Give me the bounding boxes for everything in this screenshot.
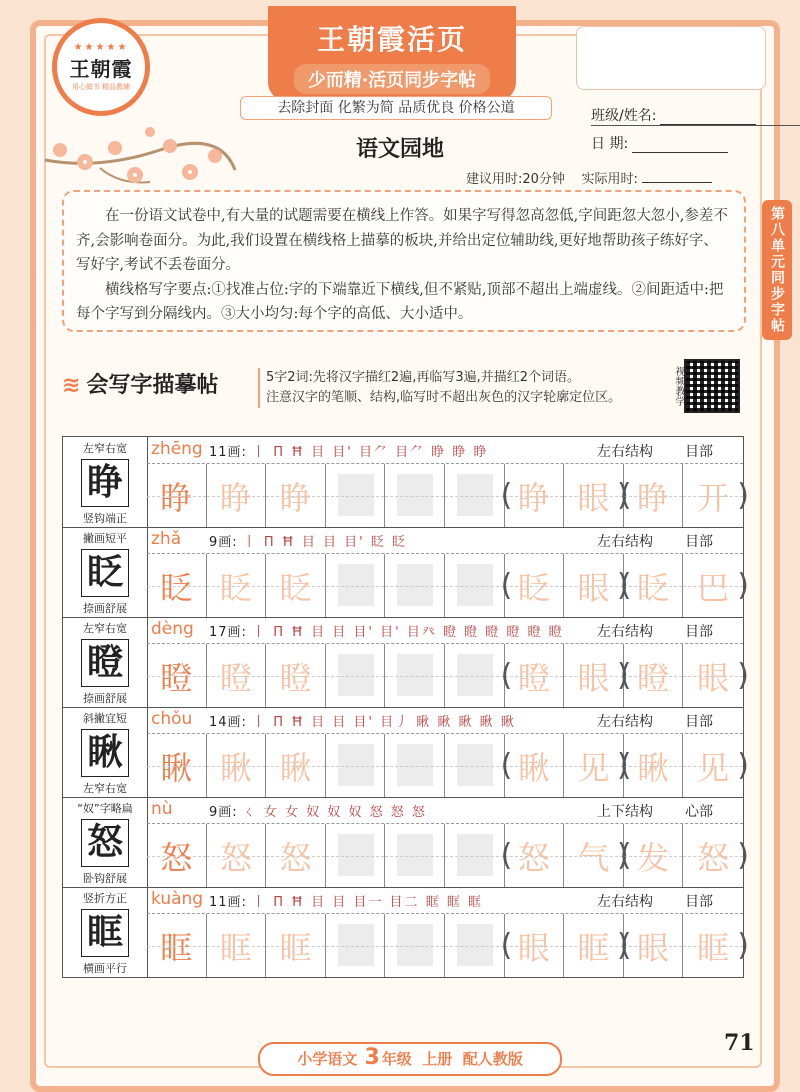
word-cell[interactable]: ( 发	[624, 824, 684, 887]
stroke-order: 17画: 丨 Π Ħ 目 目 目' 目' 目癶 瞪 瞪 瞪 瞪 瞪 瞪	[209, 625, 564, 640]
actual-time-label: 实际用时:	[581, 172, 638, 187]
brand-subtitle: 少而精·活页同步字帖	[294, 64, 490, 94]
model-char: 怒	[81, 819, 129, 867]
brand-logo	[52, 18, 150, 116]
write-cell[interactable]	[326, 464, 386, 527]
pinyin: nù	[151, 799, 173, 819]
side-tab: 第八单元同步字帖	[762, 200, 792, 340]
write-cell[interactable]	[326, 824, 386, 887]
suggested-time: 建议用时:20分钟	[466, 172, 565, 187]
stroke-order: 11画: 丨 Π Ħ 目 目 目一 目二 眶 眶 眶	[209, 895, 483, 910]
tip-bottom: 卧钩舒展	[83, 872, 127, 885]
structure: 左右结构	[597, 444, 653, 460]
time-info	[466, 168, 712, 187]
word-cell[interactable]: ( 眨	[505, 554, 565, 617]
trace-cell[interactable]: 睁	[207, 464, 267, 527]
practice-row	[63, 887, 743, 977]
practice-row	[63, 437, 743, 528]
write-cell[interactable]	[445, 734, 505, 797]
brand-title: 王朝霞活页	[316, 23, 467, 56]
tip-bottom: 竖钩端正	[83, 512, 127, 525]
logo-stars: ★★★★★	[73, 42, 129, 53]
word-cell[interactable]: ( 眨	[624, 554, 684, 617]
tip-top: 斜撇宜短	[83, 712, 127, 725]
radical: 心部	[685, 804, 713, 820]
word-cell[interactable]: 见 )	[683, 734, 743, 797]
student-info-box	[576, 26, 766, 152]
word-cell[interactable]: 眼 )	[564, 644, 624, 707]
write-cell[interactable]	[445, 914, 505, 977]
trace-cell[interactable]: 眶	[266, 914, 326, 977]
intro-paragraph-2: 横线格写字要点:①找准占位:字的下端靠近下横线,但不紧贴,顶部不超出上端虚线。②间距适中:把每个字写到分隔线内。③大小均匀:每个字的高低、大小适中。	[76, 281, 724, 322]
word-cell[interactable]: ( 怒	[505, 824, 565, 887]
write-cell[interactable]	[445, 464, 505, 527]
practice-cells	[147, 824, 743, 887]
pinyin: dèng	[151, 619, 194, 639]
qr-video[interactable]	[668, 360, 742, 412]
write-cell[interactable]	[445, 644, 505, 707]
stroke-order: 9画: ㄑ 女 女 奴 奴 奴 怒 怒 怒	[209, 805, 427, 820]
actual-time-field[interactable]	[642, 170, 712, 183]
radical: 目部	[685, 624, 713, 640]
tip-bottom: 捺画舒展	[83, 602, 127, 615]
qr-code-icon[interactable]	[684, 359, 740, 413]
trace-cell[interactable]: 眶	[147, 914, 207, 977]
practice-row	[63, 797, 743, 888]
pinyin: zhǎ	[151, 529, 182, 549]
char-guide	[63, 887, 148, 977]
word-cell[interactable]: ( 瞅	[624, 734, 684, 797]
practice-cells	[147, 554, 743, 617]
tip-bottom: 横画平行	[83, 962, 127, 975]
intro-box	[62, 190, 746, 332]
trace-cell[interactable]: 瞪	[207, 644, 267, 707]
model-char: 瞪	[81, 639, 129, 687]
write-cell[interactable]	[385, 554, 445, 617]
trace-cell[interactable]: 眨	[147, 554, 207, 617]
tip-top: 左窄右宽	[83, 442, 127, 455]
word-cell[interactable]: ( 睁	[624, 464, 684, 527]
structure: 左右结构	[597, 534, 653, 550]
model-char: 瞅	[81, 729, 129, 777]
class-name-label: 班级/姓名:	[591, 108, 657, 124]
practice-row	[63, 527, 743, 618]
word-cell[interactable]: ( 睁	[505, 464, 565, 527]
char-guide	[63, 527, 148, 617]
practice-table	[62, 436, 744, 978]
pinyin: kuàng	[151, 889, 204, 909]
trace-cell[interactable]: 瞅	[147, 734, 207, 797]
intro-paragraph-1: 在一份语文试卷中,有大量的试题需要在横线上作答。如果字写得忽高忽低,字间距忽大忽小,参差不齐,会影响卷面分。为此,我们设置在横线格上描摹的板块,并给出定位辅助线,更好地帮助孩子练好字、写好字,考试不丢卷面分。	[76, 208, 728, 273]
word-cell[interactable]: ( 瞪	[505, 644, 565, 707]
char-guide	[63, 797, 148, 887]
word-cell[interactable]: ( 瞅	[505, 734, 565, 797]
tip-top: “奴”字略扁	[77, 802, 133, 815]
write-cell[interactable]	[326, 734, 386, 797]
structure: 左右结构	[597, 894, 653, 910]
section-title: ≋ 会写字描摹帖	[62, 373, 219, 398]
brand-banner	[268, 6, 516, 102]
word-cell[interactable]: 气 )	[564, 824, 624, 887]
radical: 目部	[685, 534, 713, 550]
write-cell[interactable]	[385, 734, 445, 797]
write-cell[interactable]	[385, 824, 445, 887]
word-cell[interactable]: 眼 )	[683, 644, 743, 707]
section-note: 5字2词:先将汉字描红2遍,再临写3遍,并描红2个词语。 注意汉字的笔顺、结构,临写时不超出灰色的汉字轮廓定位区。	[258, 368, 668, 408]
structure: 左右结构	[597, 624, 653, 640]
word-cell[interactable]: 怒 )	[683, 824, 743, 887]
footer-badge: 小学语文 3 年级 上册 配人教版	[258, 1042, 562, 1076]
structure: 左右结构	[597, 714, 653, 730]
stroke-order: 11画: 丨 Π Ħ 目 目' 目⺈ 目⺈ 睁 睁 睁	[209, 445, 489, 460]
practice-row	[63, 617, 743, 708]
word-cell[interactable]: 见 )	[564, 734, 624, 797]
trace-cell[interactable]: 睁	[147, 464, 207, 527]
practice-cells	[147, 644, 743, 707]
slogan: 去除封面 化繁为简 品质优良 价格公道	[240, 96, 552, 120]
wave-icon: ≋	[62, 373, 81, 398]
pinyin: zhēng	[151, 439, 203, 459]
tip-bottom: 左窄右宽	[83, 782, 127, 795]
word-cell[interactable]: 巴 )	[683, 554, 743, 617]
stroke-order: 9画: 丨 Π Ħ 目 目 目' 眨 眨	[209, 535, 407, 550]
stroke-order: 14画: 丨 Π Ħ 目 目 目' 目丿 瞅 瞅 瞅 瞅 瞅	[209, 715, 516, 730]
trace-cell[interactable]: 怒	[207, 824, 267, 887]
word-cell[interactable]: 眼 )	[564, 554, 624, 617]
trace-cell[interactable]: 眶	[207, 914, 267, 977]
page-title: 语文园地	[355, 137, 444, 162]
practice-cells	[147, 914, 743, 977]
write-cell[interactable]	[445, 554, 505, 617]
model-char: 睁	[81, 459, 129, 507]
trace-cell[interactable]: 瞪	[147, 644, 207, 707]
write-cell[interactable]	[326, 554, 386, 617]
char-guide	[63, 707, 148, 797]
logo-name: 王朝霞	[69, 57, 133, 81]
trace-cell[interactable]: 瞪	[266, 644, 326, 707]
blossom-decoration	[40, 120, 240, 200]
trace-cell[interactable]: 瞅	[266, 734, 326, 797]
qr-label: 视频教学	[673, 366, 684, 406]
tip-top: 竖折方正	[83, 892, 127, 905]
char-guide	[63, 437, 148, 527]
pinyin: chǒu	[151, 709, 193, 729]
word-cell[interactable]: ( 眼	[505, 914, 565, 977]
trace-cell[interactable]: 怒	[266, 824, 326, 887]
trace-cell[interactable]: 眨	[266, 554, 326, 617]
word-cell[interactable]: ( 眼	[624, 914, 684, 977]
tip-top: 撇画短平	[83, 532, 127, 545]
char-guide	[63, 617, 148, 707]
write-cell[interactable]	[326, 644, 386, 707]
date-label: 日 期:	[591, 136, 629, 152]
write-cell[interactable]	[326, 914, 386, 977]
trace-cell[interactable]: 眨	[207, 554, 267, 617]
logo-tagline: 用心做书 精品教辅	[71, 83, 131, 91]
word-cell[interactable]: 眼 )	[564, 464, 624, 527]
word-cell[interactable]: ( 瞪	[624, 644, 684, 707]
practice-cells	[147, 734, 743, 797]
write-cell[interactable]	[385, 464, 445, 527]
trace-cell[interactable]: 睁	[266, 464, 326, 527]
practice-row	[63, 707, 743, 798]
model-char: 眶	[81, 909, 129, 957]
page-number: 71	[724, 1030, 755, 1056]
write-cell[interactable]	[385, 644, 445, 707]
radical: 目部	[685, 444, 713, 460]
tip-bottom: 捺画舒展	[83, 692, 127, 705]
radical: 目部	[685, 714, 713, 730]
model-char: 眨	[81, 549, 129, 597]
trace-cell[interactable]: 怒	[147, 824, 207, 887]
structure: 上下结构	[597, 804, 653, 820]
word-cell[interactable]: 开 )	[683, 464, 743, 527]
write-cell[interactable]	[445, 824, 505, 887]
trace-cell[interactable]: 瞅	[207, 734, 267, 797]
write-cell[interactable]	[385, 914, 445, 977]
tip-top: 左窄右宽	[83, 622, 127, 635]
radical: 目部	[685, 894, 713, 910]
practice-cells	[147, 464, 743, 527]
date-field[interactable]	[632, 138, 728, 153]
word-cell[interactable]: 眶 )	[683, 914, 743, 977]
word-cell[interactable]: 眶 )	[564, 914, 624, 977]
